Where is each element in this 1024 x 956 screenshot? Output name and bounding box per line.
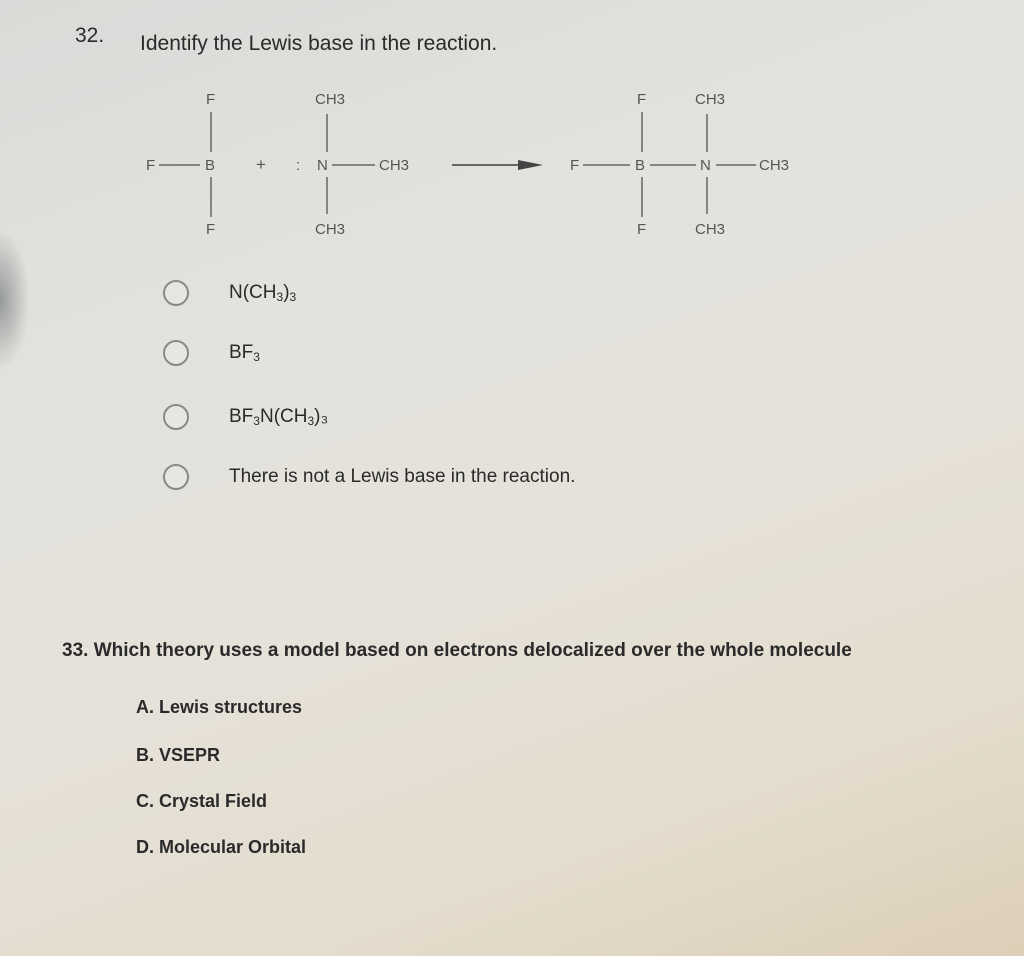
option-label: $BF_3$ [229,342,260,364]
plus-sign: + [256,155,266,174]
nme3-bottom-ch3: CH3 [315,221,346,238]
photo-shadow [0,230,30,370]
product-n-center: N [700,157,711,174]
bf3-center-b: B [205,157,216,174]
reaction-diagram [130,82,810,252]
option-bf3nme3[interactable] [163,404,328,430]
option-label: There is not a Lewis base in the reaction. [229,466,576,487]
nme3-top-ch3: CH3 [315,91,346,108]
product-b-center: B [635,157,646,174]
nme3-lone-pair: : [296,157,301,174]
bf3-left-f: F [146,157,156,174]
radio-button[interactable] [163,340,189,366]
radio-button[interactable] [163,404,189,430]
radio-button[interactable] [163,464,189,490]
product-b-top-f: F [637,91,647,108]
option-no-lewis-base[interactable] [163,464,575,490]
choice-a: A. Lewis structures [136,697,303,717]
nme3-center-n: N [317,157,328,174]
product-b-left-f: F [570,157,580,174]
nme3-right-ch3: CH3 [379,157,410,174]
bf3-top-f: F [206,91,216,108]
choice-d: D. Molecular Orbital [136,837,307,857]
question-33-text: 33. Which theory uses a model based on electrons delocalized over the whole molecule [62,640,852,661]
option-label: $N(CH_3)_3$ [229,282,297,304]
question-32-text: Identify the Lewis base in the reaction. [140,32,498,55]
question-32-number: 32. [75,24,105,47]
choice-c: C. Crystal Field [136,791,268,811]
bf3-bottom-f: F [206,221,216,238]
reaction-svg [130,82,810,252]
reaction-arrow-head [518,160,543,170]
option-label: $BF_3N(CH_3)_3$ [229,406,329,428]
radio-button[interactable] [163,280,189,306]
product-b-bottom-f: F [637,221,647,238]
option-bf3[interactable] [163,340,260,366]
product-n-top-ch3: CH3 [695,91,726,108]
product-n-right-ch3: CH3 [759,157,790,174]
option-nme3[interactable] [163,280,296,306]
product-n-bottom-ch3: CH3 [695,221,726,238]
choice-b: B. VSEPR [136,745,221,765]
